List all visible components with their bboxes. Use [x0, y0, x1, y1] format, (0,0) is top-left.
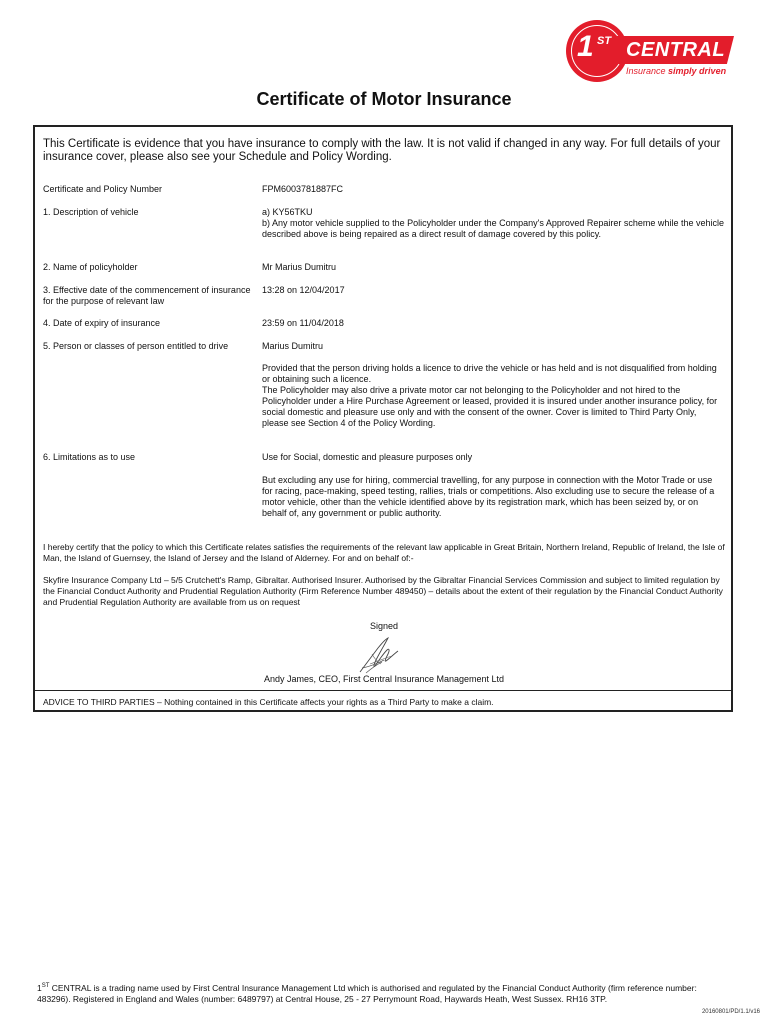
- document-reference: 20160801/PD/1.1/v16: [701, 1009, 760, 1015]
- limitations-label: 6. Limitations as to use: [43, 452, 136, 462]
- advice-divider: [35, 690, 731, 691]
- footer-body: CENTRAL is a trading name used by First Central Insurance Management Ltd which is authorised and regulated by the Financial Conduct Authority (firm reference number: 483296). Registered in England and Wales (number: 6489797) at Central House, 25 - 27 Perrymount Road, Haywards Heath, West Sussex. RH16 3TP.: [37, 983, 697, 1004]
- logo-word: CENTRAL: [626, 39, 726, 61]
- ceo-signatory: Andy James, CEO, First Central Insurance Management Ltd: [263, 674, 505, 684]
- insurer-text: Skyfire Insurance Company Ltd – 5/5 Crutchett's Ramp, Gibraltar. Authorised Insurer. Authorised by the Gibraltar Financial Services Commission and subject to limited regulation by the Financial Conduct Authority and Prudential Regulation Authority (Firm Reference Number 489450) – details about the extent of their regulation by the Financial Conduct Authority and Prudential Regulation Authority are available from us on request: [43, 575, 723, 607]
- limitations-exclusions: But excluding any use for hiring, commercial travelling, for any purpose in connection with the Motor Trade or use for racing, pace-making, speed testing, rallies, trials or competitions. Also excluding use to secure the release of a motor vehicle, other than the vehicle identified above by its registration mark, which has been seized by, or on behalf of, any government or public authority.: [262, 475, 715, 518]
- logo-number: 1: [577, 30, 594, 63]
- logo-tagline: [626, 66, 726, 76]
- policy-number-label: Certificate and Policy Number: [43, 184, 163, 194]
- expiry-label: 4. Date of expiry of insurance: [43, 318, 161, 328]
- vehicle-value-a: a) KY56TKU: [262, 207, 313, 217]
- policyholder-label: 2. Name of policyholder: [43, 262, 138, 272]
- vehicle-label: 1. Description of vehicle: [43, 207, 139, 217]
- commencement-value: 13:28 on 12/04/2017: [262, 285, 345, 295]
- policy-number-value: FPM6003781887FC: [262, 184, 344, 194]
- intro-text: This Certificate is evidence that you have insurance to comply with the law. It is not valid if changed in any way. For full details of your insurance cover, please also see your Schedule and Policy Wording.: [43, 138, 721, 163]
- policyholder-value: Mr Marius Dumitru: [262, 262, 337, 272]
- persons-licence-text: Provided that the person driving holds a licence to drive the vehicle or has held and is not disqualified from holding or obtaining such a licence.: [262, 363, 717, 384]
- footer-brand-superscript: ST: [41, 983, 50, 990]
- signed-label: Signed: [369, 621, 399, 631]
- expiry-value: 23:59 on 11/04/2018: [262, 318, 344, 328]
- footer-text: [37, 983, 727, 1004]
- logo-superscript: ST: [597, 35, 612, 47]
- persons-label: 5. Person or classes of person entitled to drive: [43, 341, 229, 351]
- logo-tag-prefix: Insurance: [626, 66, 666, 76]
- persons-name: Marius Dumitru: [262, 341, 324, 351]
- certification-text: I hereby certify that the policy to which this Certificate relates satisfies the requirements of the relevant law applicable in Great Britain, Northern Ireland, Republic of Ireland, the Isle of Man, the Island of Guernsey, the Island of Jersey and the Island of Alderney. For and on behalf of:-: [43, 542, 725, 563]
- vehicle-value-b: b) Any motor vehicle supplied to the Policyholder under the Company's Approved Repairer scheme while the vehicle described above is being repaired as a direct result of damage covered by this policy.: [262, 218, 724, 239]
- logo-tag-bold: simply driven: [668, 66, 727, 76]
- persons-other-car-text: The Policyholder may also drive a private motor car not belonging to the Policyholder and not hired to the Policyholder under a Hire Purchase Agreement or leased, provided it is insured under another insurance policy, for social domestic and pleasure use only and with the consent of the owner. Cover is limited to Third Party Only, please see Section 4 of the Policy Wording.: [262, 385, 718, 428]
- footer-brand-number: 1: [37, 983, 42, 993]
- page-title: Certificate of Motor Insurance: [256, 89, 512, 109]
- signature-image: [352, 634, 402, 676]
- commencement-label: 3. Effective date of the commencement of insurance for the purpose of relevant law: [43, 285, 251, 306]
- first-central-logo: [566, 20, 736, 82]
- limitations-use: Use for Social, domestic and pleasure purposes only: [262, 452, 473, 462]
- advice-text: ADVICE TO THIRD PARTIES – Nothing contained in this Certificate affects your rights as a Third Party to make a claim.: [43, 697, 494, 707]
